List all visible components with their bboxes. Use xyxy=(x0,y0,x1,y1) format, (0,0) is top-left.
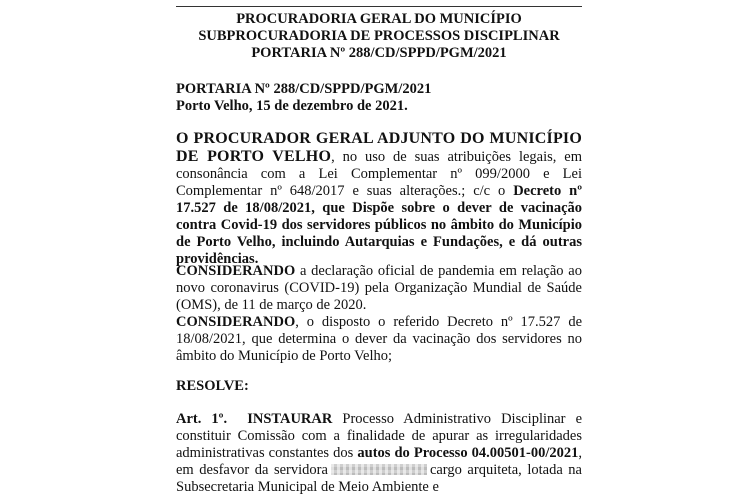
article-1-paragraph xyxy=(176,411,582,496)
preamble-text: , no uso de suas atribuições legais, em consonância com a Lei Complementar nº 099/2000 e Lei Complementar nº 648/2017 e suas alterações.; c/c o xyxy=(176,149,582,199)
header-line-2: SUBPROCURADORIA DE PROCESSOS DISCIPLINAR xyxy=(198,28,560,44)
top-rule xyxy=(176,6,582,7)
article-label: Art. 1º. xyxy=(176,411,228,427)
header-line-1: PROCURADORIA GERAL DO MUNICÍPIO xyxy=(236,11,522,27)
process-reference: autos do Processo 04.00501-00/2021 xyxy=(357,445,579,461)
article-text-1: Processo Administrativo Disciplinar e constituir Comissão com a finalidade de apurar as irregularidades administrativas constantes dos xyxy=(176,411,583,461)
intro-block xyxy=(176,81,582,115)
portaria-number: PORTARIA Nº 288/CD/SPPD/PGM/2021 xyxy=(176,81,432,97)
considering-paragraph-2 xyxy=(176,314,582,365)
header-line-3: PORTARIA Nº 288/CD/SPPD/PGM/2021 xyxy=(251,45,507,61)
considering-text-2: , o disposto o referido Decreto nº 17.527 de 18/08/2021, que determina o dever da vacinação dos servidores no âmbito do Município de Porto Velho; xyxy=(176,314,582,364)
decree-reference: Decreto nº 17.527 de 18/08/2021, que Dispõe sobre o dever de vacinação contra Covid-19 dos servidores públicos no âmbito do Município de Porto Velho, incluindo Autarquias e Fundações, e dá outras providências. xyxy=(176,183,582,267)
article-text-2: , em desfavor da servidora xyxy=(176,445,582,478)
considering-text-1: a declaração oficial de pandemia em relação ao novo coronavirus (COVID-19) pela Organização Mundial de Saúde (OMS), de 11 de março de 2020. xyxy=(176,263,582,313)
authority-title: O PROCURADOR GERAL ADJUNTO DO MUNICÍPIO DE PORTO VELHO xyxy=(176,130,582,165)
considering-label-2: CONSIDERANDO xyxy=(176,314,296,330)
considering-label-1: CONSIDERANDO xyxy=(176,263,296,279)
preamble-paragraph xyxy=(176,130,582,268)
resolve-heading: RESOLVE: xyxy=(176,378,249,394)
article-text-3: cargo arquiteta, lotada na Subsecretaria Municipal de Meio Ambiente e xyxy=(176,462,582,495)
redacted-name xyxy=(331,464,427,475)
article-verb: INSTAURAR xyxy=(247,411,333,427)
considering-paragraph-1 xyxy=(176,263,582,314)
place-date: Porto Velho, 15 de dezembro de 2021. xyxy=(176,98,408,114)
document-header xyxy=(176,11,582,62)
